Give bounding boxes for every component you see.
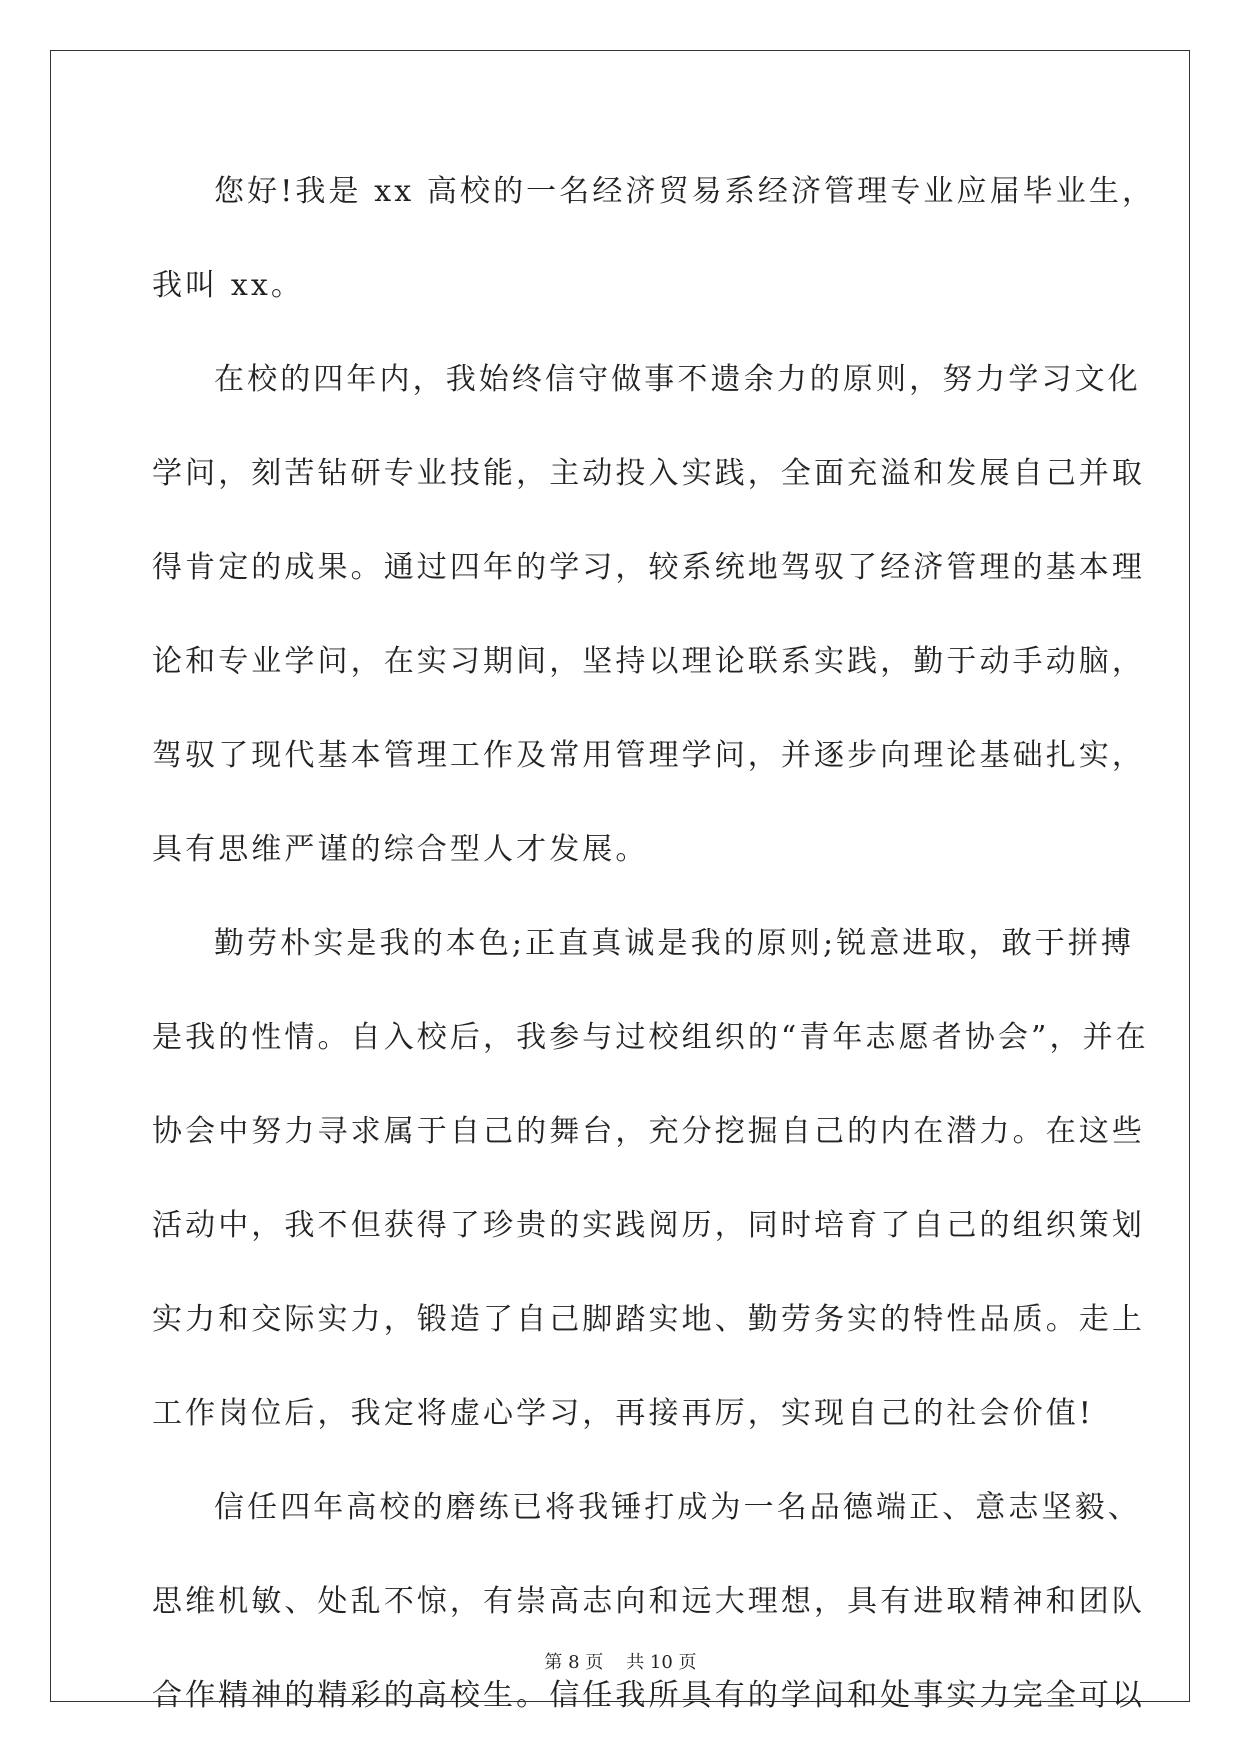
text-line: 具有思维严谨的综合型人才发展。 xyxy=(152,832,649,867)
text-line: 我叫 xx。 xyxy=(152,268,304,303)
text-line: 是我的性情。自入校后，我参与过校组织的“青年志愿者协会”，并在 xyxy=(152,1020,1149,1055)
text-line: 活动中，我不但获得了珍贵的实践阅历，同时培育了自己的组织策划 xyxy=(152,1208,1145,1243)
text-line: 您好!我是 xx 高校的一名经济贸易系经济管理专业应届毕业生， xyxy=(214,174,1156,209)
page-number-footer: 第 8 页 共 10 页 xyxy=(544,1652,697,1673)
text-line: 实力和交际实力，锻造了自己脚踏实地、勤劳务实的特性品质。走上 xyxy=(152,1302,1145,1337)
text-line: 合作精神的精彩的高校生。信任我所具有的学问和处事实力完全可以 xyxy=(152,1678,1145,1713)
text-line: 协会中努力寻求属于自己的舞台，充分挖掘自己的内在潜力。在这些 xyxy=(152,1114,1145,1149)
text-line: 勤劳朴实是我的本色;正直真诚是我的原则;锐意进取，敢于拼搏 xyxy=(214,926,1135,961)
text-line: 信任四年高校的磨练已将我锤打成为一名品德端正、意志坚毅、 xyxy=(214,1490,1141,1525)
document-body xyxy=(152,162,1156,1760)
text-line: 驾驭了现代基本管理工作及常用管理学问，并逐步向理论基础扎实， xyxy=(152,738,1145,773)
text-line: 工作岗位后，我定将虚心学习，再接再厉，实现自己的社会价值! xyxy=(152,1396,1094,1431)
text-line: 学问，刻苦钻研专业技能，主动投入实践，全面充溢和发展自己并取 xyxy=(152,456,1145,491)
text-line: 在校的四年内，我始终信守做事不遗余力的原则，努力学习文化 xyxy=(214,362,1141,397)
text-line: 得肯定的成果。通过四年的学习，较系统地驾驭了经济管理的基本理 xyxy=(152,550,1145,585)
text-line: 思维机敏、处乱不惊，有崇高志向和远大理想，具有进取精神和团队 xyxy=(152,1584,1145,1619)
text-line: 论和专业学问，在实习期间，坚持以理论联系实践，勤于动手动脑， xyxy=(152,644,1145,679)
